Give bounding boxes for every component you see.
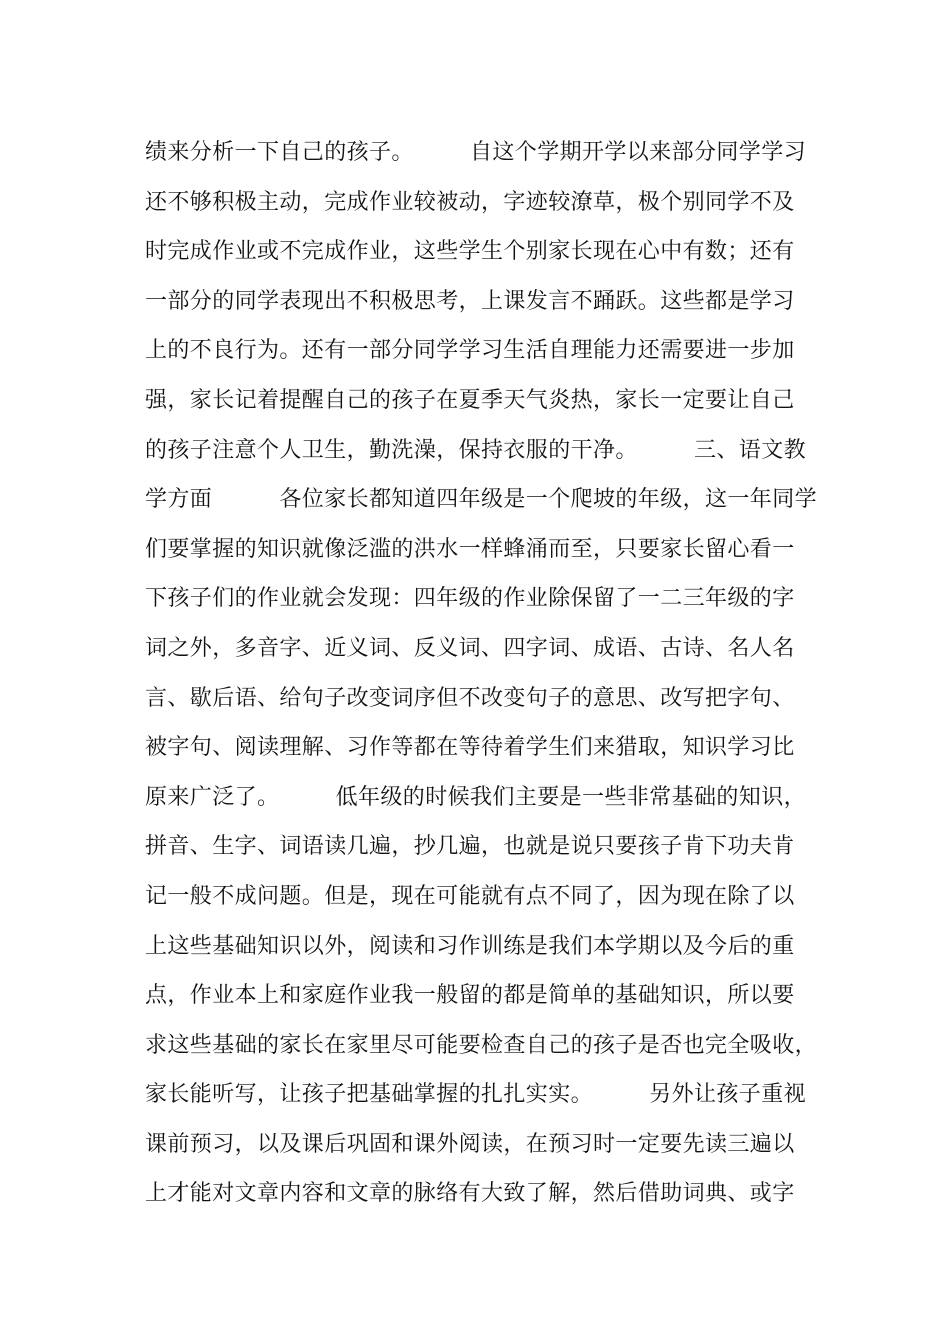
- text-line: 拼音、生字、词语读几遍，抄几遍，也就是说只要孩子肯下功夫肯: [145, 834, 795, 860]
- text-line: 上这些基础知识以外，阅读和习作训练是我们本学期以及今后的重: [145, 933, 795, 959]
- text-line: 绩来分析一下自己的孩子。 自这个学期开学以来部分同学学习: [145, 140, 807, 165]
- text-line: 上的不良行为。还有一部分同学学习生活自理能力还需要进一步加: [145, 338, 795, 364]
- body-text: [145, 128, 825, 1219]
- text-line: 言、歇后语、给句子改变词序但不改变句子的意思、改写把字句、: [145, 685, 795, 711]
- text-line: 还不够积极主动，完成作业较被动，字迹较潦草，极个别同学不及: [145, 189, 795, 215]
- text-line: 课前预习，以及课后巩固和课外阅读，在预习时一定要先读三遍以: [145, 1131, 795, 1157]
- text-line: 记一般不成问题。但是，现在可能就有点不同了，因为现在除了以: [145, 883, 795, 909]
- text-line: 点，作业本上和家庭作业我一般留的都是简单的基础知识，所以要: [145, 983, 795, 1009]
- text-line: 词之外，多音字、近义词、反义词、四字词、成语、古诗、名人名: [145, 635, 795, 661]
- text-line: 家长能听写，让孩子把基础掌握的扎扎实实。 另外让孩子重视: [145, 1082, 807, 1108]
- text-line: 的孩子注意个人卫生，勤洗澡，保持衣服的干净。 三、语文教: [145, 437, 807, 463]
- text-line: 上才能对文章内容和文章的脉络有大致了解，然后借助词典、或字: [145, 1181, 795, 1207]
- text-line: 原来广泛了。 低年级的时候我们主要是一些非常基础的知识，: [145, 784, 807, 810]
- text-line: 下孩子们的作业就会发现：四年级的作业除保留了一二三年级的字: [145, 586, 795, 612]
- text-line: 一部分的同学表现出不积极思考，上课发言不踊跃。这些都是学习: [145, 288, 795, 314]
- text-line: 强，家长记着提醒自己的孩子在夏季天气炎热，家长一定要让自己: [145, 387, 795, 413]
- text-line: 学方面 各位家长都知道四年级是一个爬坡的年级，这一年同学: [145, 487, 818, 513]
- text-line: 时完成作业或不完成作业，这些学生个别家长现在心中有数；还有: [145, 239, 795, 265]
- text-line: 们要掌握的知识就像泛滥的洪水一样蜂涌而至，只要家长留心看一: [145, 536, 795, 562]
- text-line: 被字句、阅读理解、习作等都在等待着学生们来猎取，知识学习比: [145, 735, 795, 761]
- text-line: 求这些基础的家长在家里尽可能要检查自己的孩子是否也完全吸收，: [145, 1032, 818, 1058]
